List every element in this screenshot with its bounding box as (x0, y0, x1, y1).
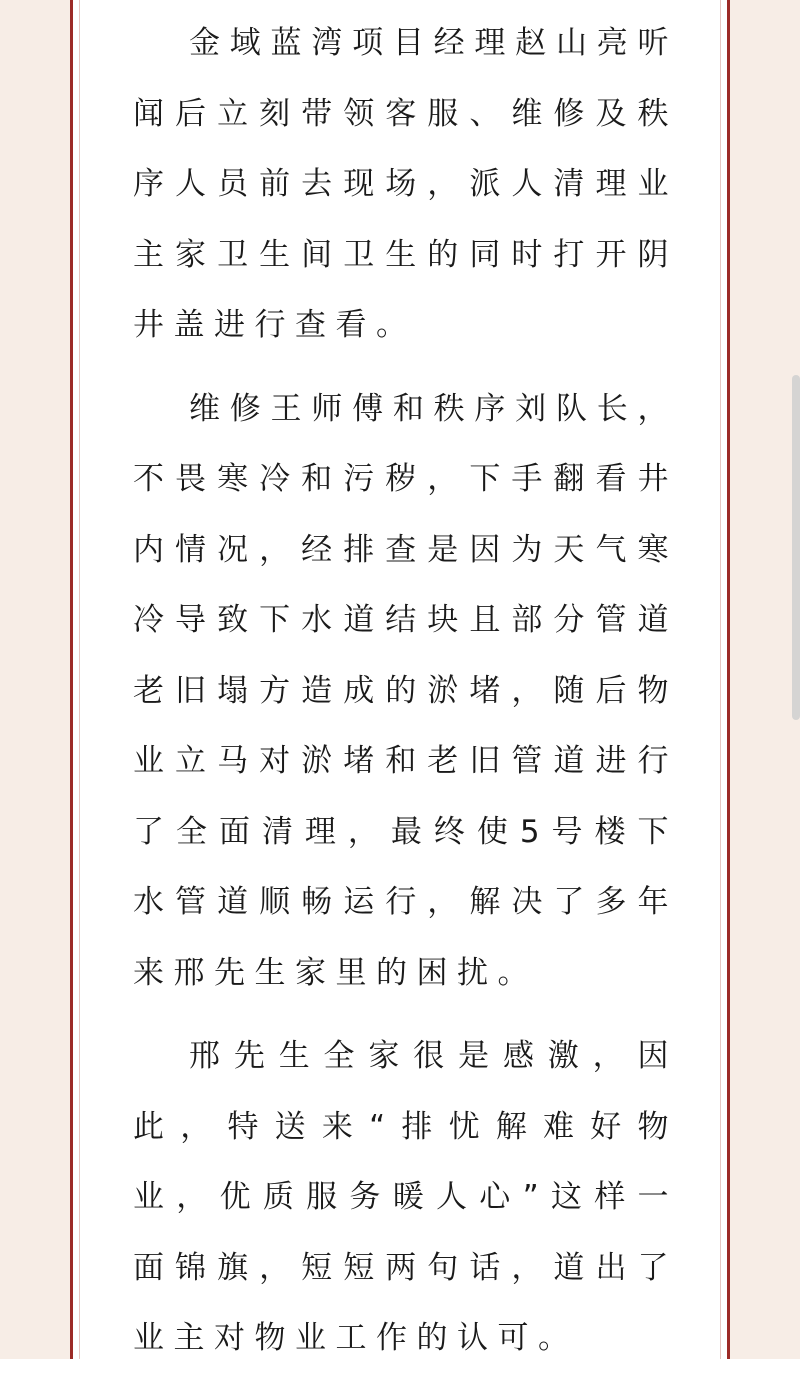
article-paragraph-3: 邢先生全家很是感激，因此，特送来“排忧解难好物业，优质服务暖人心”这样一面锦旗，短短两句话，道出了业主对物业工作的认可。 (133, 1038, 678, 1356)
article-paragraph-1: 金域蓝湾项目经理赵山亮听闻后立刻带领客服、维修及秩序人员前去现场，派人清理业主家卫生间卫生的同时打开阴井盖进行查看。 (133, 25, 678, 343)
scrollbar-thumb[interactable] (792, 375, 800, 720)
article-body (133, 8, 678, 1374)
article-paragraph-2: 维修王师傅和秩序刘队长，不畏寒冷和污秽，下手翻看井内情况，经排查是因为天气寒冷导致下水道结块且部分管道老旧塌方造成的淤堵，随后物业立马对淤堵和老旧管道进行了全面清理，最终使5号楼下水管道顺畅运行，解决了多年来邢先生家里的困扰。 (133, 390, 678, 991)
